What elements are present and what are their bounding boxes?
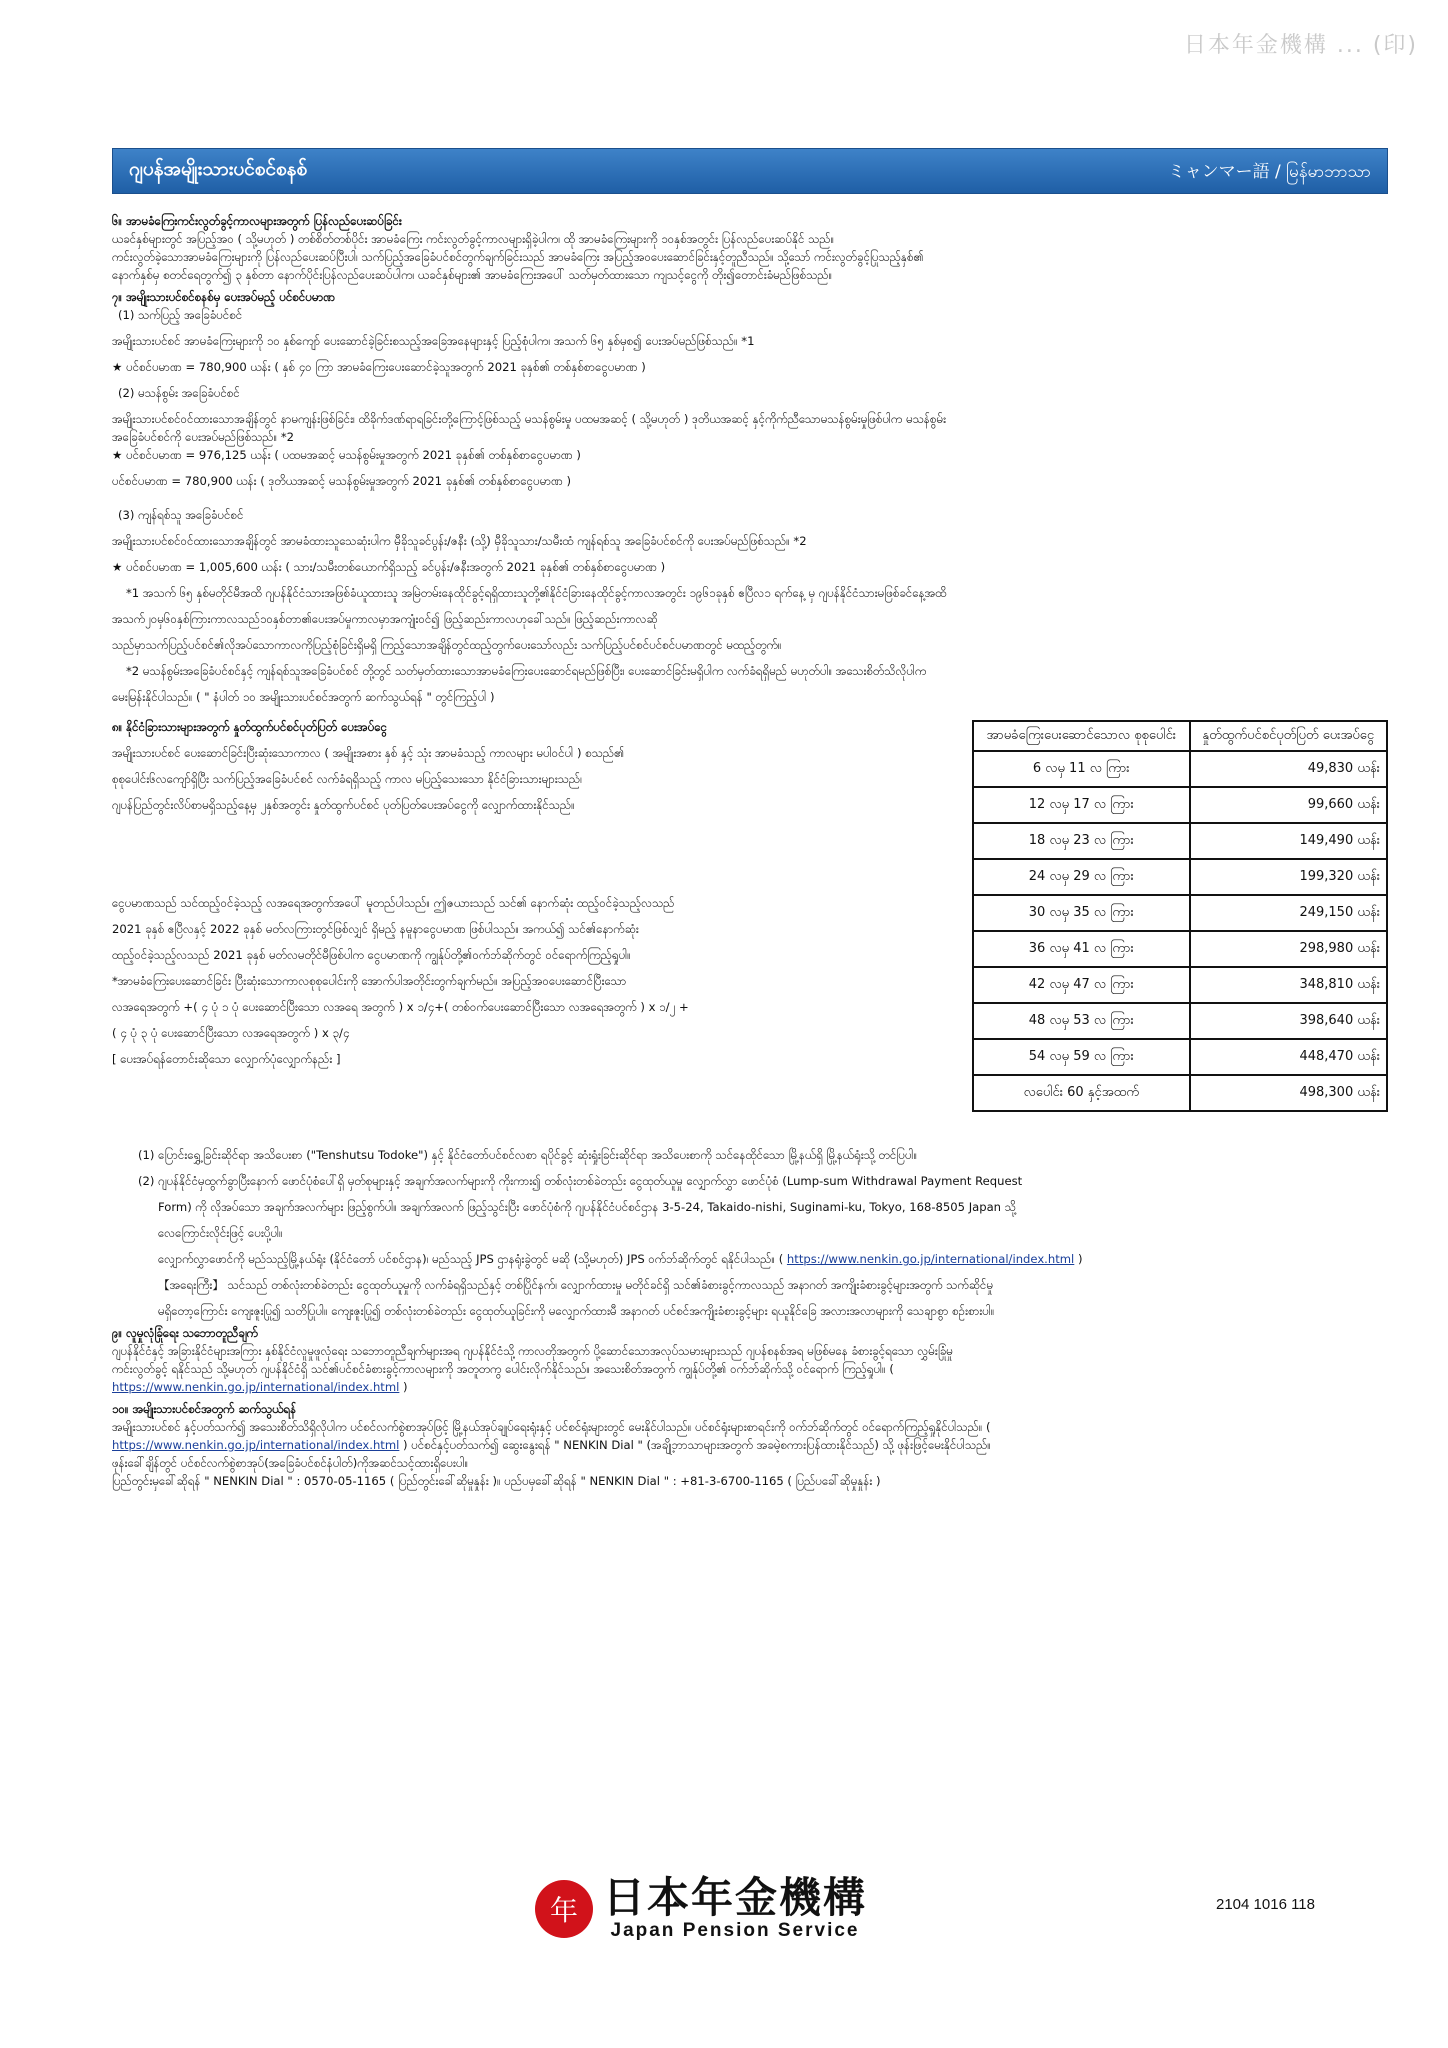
footnote-2: *2 မသန်စွမ်းအခြေခံပင်စင်နှင့် ကျန်ရစ်သူအခြေခံပင်စင် တို့တွင် သတ်မှတ်ထားသောအာမခံကြေးပေးဆောင်ရမည်ဖြစ်ပြီး၊ ပေးဆောင်ခြင်းမရှိပါက လက်ခံရရှိမည် မဟုတ်ပါ။ အသေးစိတ်သိလိုပါက	[126, 664, 927, 678]
disability-text: အမျိုးသားပင်စင်ဝင်ထားသောအချိန်တွင် နာမကျန်းဖြစ်ခြင်း၊ ထိခိုက်ဒဏ်ရာရခြင်းတို့ကြောင့်ဖြစ်သည့် မသန်စွမ်းမှု ပထမအဆင့် ( သို့မဟုတ် ) ဒုတိယအဆင့် နှင့်ကိုက်ညီသောမသန်စွမ်းမှုဖြစ်ပါက မသန်စွမ်း	[112, 412, 947, 426]
amount-cell: 149,490 ယန်း	[1190, 823, 1387, 859]
period-cell: 24 လမှ 29 လ ကြား	[973, 859, 1190, 895]
jps-logo	[535, 1873, 868, 1942]
step-2: Form) ကို လိုအပ်သော အချက်အလက်များ ဖြည့်စွက်ပါ။ အချက်အလက် ဖြည့်သွင်းပြီး ဖောင်ပုံစံကို ဂျပန်နိုင်ငံပင်စင်ဌာန 3-5-24, Takaido-nishi, Suginami-ku, Tokyo, 168-8505 Japan သို့	[158, 1200, 1016, 1214]
period-cell: 6 လမှ 11 လ ကြား	[973, 751, 1190, 787]
table-row	[973, 859, 1387, 895]
form-text: လျှောက်လွှာဖောင်ကို မည်သည့်မြို့နယ်ရုံး (နိုင်ငံတော် ပင်စင်ဌာန)၊ မည်သည့် JPS ဌာနရုံးခွဲတွင် မဆို (သို့မဟုတ်) JPS ဝက်ဘ်ဆိုက်တွင် ရနိုင်ပါသည်။ (	[158, 1252, 784, 1266]
table-row	[973, 1003, 1387, 1039]
survivor-amount: ★ ပင်စင်ပမာဏ = 1,005,600 ယန်း ( သား/သမီးတစ်ယောက်ရှိသည့် ခင်ပွန်း/ဇနီးအတွက် 2021 ခုနှစ်၏ တစ်နှစ်စာငွေပမာဏ )	[112, 560, 666, 574]
section-6-text: ကင်းလွတ်ခဲ့သောအာမခံကြေးများကို ပြန်လည်ပေးဆပ်ပြီးပါ၊ သက်ပြည့်အခြေခံပင်စင်တွက်ချက်ခြင်းသည် အာမခံကြေး အပြည့်အဝပေးဆောင်ခြင်းနှင့်တူညီသည်။ သို့သော် ကင်းလွတ်ခွင့်ပြုသည့်နှစ်၏	[112, 250, 924, 264]
step-2: (2) ဂျပန်နိုင်ငံမှထွက်ခွာပြီးနောက် ဖောင်ပုံစံပေါ်ရှိ မှတ်စုများနှင့် အချက်အလက်များကို ကိုးကား၍ တစ်လုံးတစ်ခဲတည်း ငွေထုတ်ယူမှု လျှောက်လွှာ ဖောင်ပုံစံ (Lump-sum Withdrawal Payment Request	[138, 1174, 1023, 1188]
period-cell: 42 လမှ 47 လ ကြား	[973, 967, 1190, 1003]
formula-note: လအရေအတွက် +( ၄ ပုံ ၁ ပုံ ပေးဆောင်ပြီးသော လအရေ အတွက် ) x ၁/၄+( တစ်ဝက်ပေးဆောင်ပြီးသော လအရေအတွက် ) x ၁/၂ +	[112, 1000, 689, 1014]
formula-note: ( ၄ ပုံ ၃ ပုံ ပေးဆောင်ပြီးသော လအရေအတွက် ) x ၃/၄	[112, 1026, 350, 1040]
form-text-end: )	[1077, 1252, 1083, 1266]
table-row	[973, 823, 1387, 859]
jps-logo-english: Japan Pension Service	[610, 1920, 860, 1941]
dial-text: ) ပင်စင်နှင့်ပတ်သက်၍ ဆွေးနွေးရန် " NENKIN Dial " (အချို့ဘာသာများအတွက် အခမဲ့စကားပြန်ထားနိုင်သည်) သို့ ဖုန်းဖြင့်မေးနိုင်ပါသည်။	[403, 1438, 991, 1452]
jps-logo-kanji: 日本年金機構	[603, 1873, 868, 1922]
disability-amount-1: ★ ပင်စင်ပမာဏ = 976,125 ယန်း ( ပထမအဆင့် မသန်စွမ်းမှုအတွက် 2021 ခုနှစ်၏ တစ်နှစ်စာငွေပမာဏ )	[112, 448, 581, 462]
period-cell: 12 လမှ 17 လ ကြား	[973, 787, 1190, 823]
link-close: )	[403, 1380, 408, 1394]
table-row	[973, 967, 1387, 1003]
table-row	[973, 787, 1387, 823]
disability-text: အခြေခံပင်စင်ကို ပေးအပ်မည်ဖြစ်သည်။ *2	[112, 430, 294, 444]
banner-language: ミャンマー語 / မြန်မာဘာသာ	[1167, 161, 1371, 182]
period-cell: 36 လမှ 41 လ ကြား	[973, 931, 1190, 967]
section-10-heading: ၁၀။ အမျိုးသားပင်စင်အတွက် ဆက်သွယ်ရန်	[112, 1402, 297, 1416]
section-9-text: ကင်းလွတ်ခွင့် ရနိုင်သည် သို့မဟုတ် ဂျပန်နိုင်ငံရှိ သင်၏ပင်စင်ခံစားခွင့်ကာလများကို အတူတကွ ပေါင်းလိုက်နိုင်သည်။ အသေးစိတ်အတွက် ကျွန်ုပ်တို့၏ ဝက်ဘ်ဆိုက်သို့ ဝင်ရောက် ကြည့်ရှုပါ။ (	[112, 1362, 894, 1376]
amount-cell: 348,810 ယန်း	[1190, 967, 1387, 1003]
step-1: (1) ပြောင်းရွှေ့ခြင်းဆိုင်ရာ အသိပေးစာ ("Tenshutsu Todoke") နှင့် နိုင်ငံတော်ပင်စင်လစာ ရပိုင်ခွင့် ဆုံးရှုံးခြင်းဆိုင်ရာ အသိပေးစာကို သင်နေထိုင်သော မြို့နယ်ရှိ မြို့နယ်ရုံးသို့ တင်ပြပါ။	[138, 1148, 918, 1162]
table-row	[973, 931, 1387, 967]
footnote-1: သည်မှာသက်ပြည့်ပင်စင်၏လိုအပ်သောကာလကိုပြည့်စုံခြင်းရှိမရှိ ကြည့်သောအချိန်တွင်ထည့်တွက်ပေးသော်လည်း သက်ပြည့်ပင်စင်ပင်စင်ပမာဏတွင် မထည့်တွက်။	[112, 638, 782, 652]
amount-note: ထည့်ဝင်ခဲ့သည့်လသည် 2021 ခုနှစ် မတ်လမတိုင်မီဖြစ်ပါက ငွေပမာဏကို ကျွန်ုပ်တို့၏ဝက်ဘ်ဆိုက်တွင် ဝင်ရောက်ကြည့်ရှုပါ။	[112, 948, 631, 962]
nenkin-link[interactable]: https://www.nenkin.go.jp/international/index.html	[112, 1380, 400, 1394]
amount-note: ငွေပမာဏသည် သင်ထည့်ဝင်ခဲ့သည့် လအရေအတွက်အပေါ် မူတည်ပါသည်။ ဤဇယားသည် သင်၏ နောက်ဆုံး ထည့်ဝင်ခဲ့သည့်လသည်	[112, 896, 675, 910]
table-header: နှုတ်ထွက်ပင်စင်ပုတ်ပြတ် ပေးအပ်ငွေ	[1190, 721, 1387, 751]
procedure-heading: [ ပေးအပ်ရန်တောင်းဆိုသော လျှောက်ပုံလျှောက်နည်း ]	[112, 1052, 341, 1066]
amount-cell: 199,320 ယန်း	[1190, 859, 1387, 895]
section-6-text: နောက်နှစ်မှ စတင်ရေတွက်၍ ၃ နှစ်တာ နောက်ပိုင်းပြန်လည်ပေးဆပ်ပါက၊ ယခင်နှစ်များ၏ အာမခံကြေးအပေါ် သတ်မှတ်ထားသော ကျသင့်ငွေကို တိုး၍တောင်းခံမည်ဖြစ်သည်။	[112, 268, 833, 282]
phone-numbers: ပြည်တွင်းမှခေါ်ဆိုရန် " NENKIN Dial " : 0570-05-1165 ( ပြည်တွင်းခေါ်ဆိုမှုနှုန်း )။ ပည်ပမှခေါ်ဆိုရန် " NENKIN Dial " : +81-3-6700-1165 ( ပြည်ပခေါ်ဆိုမှုနှုန်း )	[112, 1474, 881, 1488]
section-8-text: အမျိုးသားပင်စင် ပေးဆောင်ခြင်းပြီးဆုံးသောကာလ ( အမျိုးအစား နှစ် နှင့် သုံး အာမခံသည့် ကာလများ မပါဝင်ပါ ) စသည်၏	[112, 746, 625, 760]
nenkin-link[interactable]: https://www.nenkin.go.jp/international/index.html	[112, 1438, 400, 1452]
table-row	[973, 1039, 1387, 1075]
footnote-2: မေးမြန်းနိုင်ပါသည်။ ( " နံပါတ် ၁၀ အမျိုးသားပင်စင်အတွက် ဆက်သွယ်ရန် " တွင်ကြည့်ပါ )	[112, 690, 495, 704]
step-2: လေကြောင်းလိုင်းဖြင့် ပေးပို့ပါ။	[158, 1226, 283, 1240]
amount-cell: 49,830 ယန်း	[1190, 751, 1387, 787]
old-age-amount: ★ ပင်စင်ပမာဏ = 780,900 ယန်း ( နှစ် ၄၀ ကြာ အာမခံကြေးပေးဆောင်ခဲ့သူအတွက် 2021 ခုနှစ်၏ တစ်နှစ်စာငွေပမာဏ )	[112, 360, 646, 374]
footnote-1: အသက်၂၀မှ၆၀နှစ်ကြားကာလသည်၁၀နှစ်တာ၏ပေးအပ်မှုကာလမှာအကျုံးဝင်၍ ဖြည့်ဆည်းကာလဟုခေါ်သည်။ ဖြည့်ဆည်းကာလဆို	[112, 612, 658, 626]
period-cell: 54 လမှ 59 လ ကြား	[973, 1039, 1190, 1075]
section-8	[112, 718, 1388, 1138]
section-8-text: စုစုပေါင်း၆လကျော်ရှိပြီး သက်ပြည့်အခြေခံပင်စင် လက်ခံရရှိသည့် ကာလ မပြည့်သေးသော နိုင်ငံခြားသားများသည်၊	[112, 772, 583, 786]
section-9-heading: ၉။ လူမှုလုံခြုံရေး သဘောတူညီချက်	[112, 1326, 259, 1340]
section-9-link-line	[112, 1378, 1388, 1396]
section-10-text	[112, 1436, 1388, 1454]
form-availability	[112, 1250, 1388, 1268]
period-cell: 30 လမှ 35 လ ကြား	[973, 895, 1190, 931]
header-banner	[112, 148, 1388, 194]
amount-note: 2021 ခုနှစ် ဧပြီလနှင့် 2022 ခုနှစ် မတ်လကြားတွင်ဖြစ်လျှင် ရှိမည့် နမူနာငွေပမာဏ ဖြစ်ပါသည်။ အကယ်၍ သင်၏နောက်ဆုံး	[112, 922, 639, 936]
amount-cell: 498,300 ယန်း	[1190, 1075, 1387, 1111]
amount-cell: 99,660 ယန်း	[1190, 787, 1387, 823]
section-8-heading: ၈။ နိုင်ငံခြားသားများအတွက် နှုတ်ထွက်ပင်စင်ပုတ်ပြတ် ပေးအပ်ငွေ	[112, 720, 388, 734]
survivor-text: အမျိုးသားပင်စင်ဝင်ထားသောအချိန်တွင် အာမခံထားသူသေဆုံးပါက မှီခိုသူခင်ပွန်း/ဇနီး (သို့) မှီခိုသူသား/သမီးထံ ကျန်ရစ်သူ အခြေခံပင်စင်ကို ပေးအပ်မည်ဖြစ်သည်။ *2	[112, 534, 807, 548]
lump-sum-table	[972, 720, 1388, 1112]
formula-note: *အာမခံကြေးပေးဆောင်ခြင်း ပြီးဆုံးသောကာလစုစုပေါင်းကို အောက်ပါအတိုင်းတွက်ချက်မည်။ အပြည့်အဝပေးဆောင်ပြီးသော	[112, 974, 627, 988]
amount-cell: 249,150 ယန်း	[1190, 895, 1387, 931]
section-6-text: ယခင်နှစ်များတွင် အပြည့်အဝ ( သို့မဟုတ် ) တစ်စိတ်တစ်ပိုင်း အာမခံကြေး ကင်းလွတ်ခွင့်ကာလများရှိခဲ့ပါက၊ ထို အာမခံကြေးများကို ၁၀နှစ်အတွင်း ပြန်လည်ပေးဆပ်နိုင် သည်။	[112, 232, 835, 246]
footnote-1: *1 အသက် ၆၅ နှစ်မတိုင်မီအထိ ဂျပန်နိုင်ငံသားအဖြစ်ခံယူထားသူ အမြဲတမ်းနေထိုင်ခွင့်ရရှိထားသူတို့၏နိုင်ငံခြားနေထိုင်ခွင့်ကာလအတွင်း ၁၉၆၁ခုနှစ် ဧပြီလ၁ ရက်နေ့ မှ ဂျပန်နိုင်ငံသားမဖြစ်ခင်နေ့အထိ	[126, 586, 947, 600]
faint-header-stamp: 日本年金機構 ... (印)	[1183, 33, 1418, 58]
old-age-title: (1) သက်ပြည့် အခြေခံပင်စင်	[118, 308, 243, 322]
attention-note: မရှိတော့ကြောင်း ကျေးဇူးပြု၍ သတိပြုပါ။ ကျေးဇူးပြု၍ တစ်လုံးတစ်ခဲတည်း ငွေထုတ်ယူခြင်းကို မလျှောက်ထားမီ အနာဂတ် ပင်စင်အကျိုးခံစားခွင့်များ ရယူနိုင်ခြေ အလားအလာများကို သေချာစွာ စဉ်းစားပါ။	[158, 1304, 995, 1318]
survivor-title: (3) ကျန်ရစ်သူ အခြေခံပင်စင်	[118, 508, 244, 522]
period-cell: 48 လမှ 53 လ ကြား	[973, 1003, 1190, 1039]
nenkin-link[interactable]: https://www.nenkin.go.jp/international/index.html	[786, 1252, 1075, 1266]
table-header: အာမခံကြေးပေးဆောင်သောလ စုစုပေါင်း	[973, 721, 1190, 751]
table-row	[973, 1075, 1387, 1111]
period-cell: 18 လမှ 23 လ ကြား	[973, 823, 1190, 859]
disability-amount-2: ပင်စင်ပမာဏ = 780,900 ယန်း ( ဒုတိယအဆင့် မသန်စွမ်းမှုအတွက် 2021 ခုနှစ်၏ တစ်နှစ်စာငွေပမာဏ )	[112, 474, 572, 488]
section-9-text: ဂျပန်နိုင်ငံနှင့် အခြားနိုင်ငံများအကြား နှစ်နိုင်ငံလူမှုဖူလုံရေး သဘောတူညီချက်များအရ ဂျပန်နိုင်ငံသို့ ကာလတိုအတွက် ပို့ဆောင်သောအလုပ်သမားများသည် ဂျပန်စနစ်အရ မဖြစ်မနေ ခံစားခွင့်ရသော လွှမ်းခြုံမှု	[112, 1344, 953, 1358]
table-row	[973, 751, 1387, 787]
amount-cell: 398,640 ယန်း	[1190, 1003, 1387, 1039]
jps-logo-mark: 年	[535, 1880, 593, 1938]
section-8-text: ဂျပန်ပြည်တွင်းလိပ်စာမရှိသည့်နေ့မှ ၂နှစ်အတွင်း နှုတ်ထွက်ပင်စင် ပုတ်ပြတ်ပေးအပ်ငွေကို လျှောက်ထားနိုင်သည်။	[112, 798, 575, 812]
section-6-heading: ၆။ အာမခံကြေးကင်းလွတ်ခွင့်ကာလများအတွက် ပြန်လည်ပေးဆပ်ခြင်း	[112, 214, 402, 228]
disability-title: (2) မသန်စွမ်း အခြေခံပင်စင်	[118, 386, 240, 400]
table-row	[973, 895, 1387, 931]
document-code: 2104 1016 118	[1216, 1896, 1315, 1913]
banner-title: ဂျပန်အမျိုးသားပင်စင်စနစ်	[129, 158, 308, 180]
section-10-text: ဖုန်းခေါ်ချိန်တွင် ပင်စင်လက်စွဲစာအုပ်(အခြေခံပင်စင်နံပါတ်)ကိုအဆင်သင့်ထားရှိပေးပါ။	[112, 1456, 469, 1470]
period-cell: လပေါင်း 60 နှင့်အထက်	[973, 1075, 1190, 1111]
old-age-text: အမျိုးသားပင်စင် အာမခံကြေးများကို ၁၀ နှစ်ကျော် ပေးဆောင်ခဲ့ခြင်းစသည့်အခြေအနေများနှင့် ပြည့်စုံပါက၊ အသက် ၆၅ နှစ်မှစ၍ ပေးအပ်မည်ဖြစ်သည်။ *1	[112, 334, 755, 348]
document-body	[112, 208, 1388, 1490]
amount-cell: 448,470 ယန်း	[1190, 1039, 1387, 1075]
section-10-text: အမျိုးသားပင်စင် နှင့်ပတ်သက်၍ အသေးစိတ်သိရှိလိုပါက ပင်စင်လက်စွဲစာအုပ်ဖြင့် မြို့နယ်အုပ်ချုပ်ရေးရုံးနှင့် ပင်စင်ရုံးများတွင် မေးနိုင်ပါသည်။ ပင်စင်ရုံးများစာရင်းကို ဝက်ဘ်ဆိုက်တွင် ဝင်ရောက်ကြည့်ရှုနိုင်ပါသည်။ (	[112, 1420, 991, 1434]
amount-cell: 298,980 ယန်း	[1190, 931, 1387, 967]
section-7-heading: ၇။ အမျိုးသားပင်စင်စနစ်မှ ပေးအပ်မည့် ပင်စင်ပမာဏ	[112, 290, 336, 304]
attention-note: 【အရေးကြီး】 သင်သည် တစ်လုံးတစ်ခဲတည်း ငွေထုတ်ယူမှုကို လက်ခံရရှိသည်နှင့် တစ်ပြိုင်နက်၊ လျှောက်ထားမှု မတိုင်ခင်ရှိ သင်၏ခံစားခွင့်ကာလသည် အနာဂတ် အကျိုးခံစားခွင့်များအတွက် သက်ဆိုင်မှု	[158, 1278, 994, 1292]
